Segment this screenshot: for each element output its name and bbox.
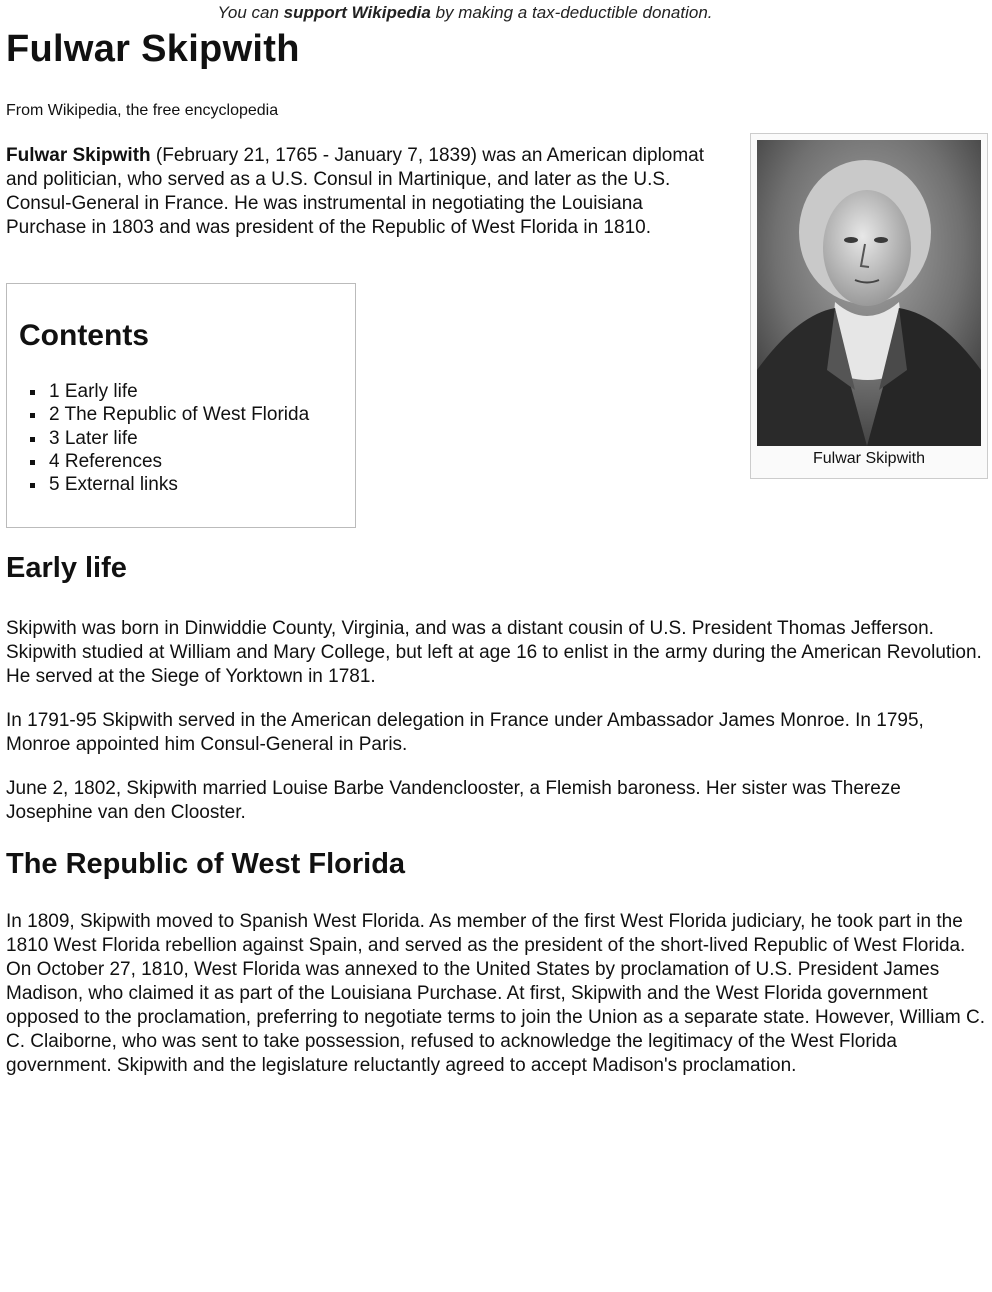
heading-early-life: Early life xyxy=(6,552,127,584)
toc-title: Contents xyxy=(19,319,149,352)
portrait-drawing xyxy=(757,140,981,446)
infobox xyxy=(750,133,988,479)
infobox-caption: Fulwar Skipwith xyxy=(812,450,926,467)
portrait-image[interactable] xyxy=(757,140,981,446)
early-life-paragraph-2: In 1791-95 Skipwith served in the American delegation in France under Ambassador James Monroe. In 1795, Monroe appointed him Consul-General in Paris. xyxy=(6,710,924,755)
page-title: Fulwar Skipwith xyxy=(6,28,300,70)
toc-list xyxy=(47,380,309,496)
intro-paragraph xyxy=(6,144,726,240)
toc-item-early-life[interactable]: ▪ 1 Early life xyxy=(47,380,309,403)
table-of-contents xyxy=(6,283,356,528)
early-life-paragraph-1: Skipwith was born in Dinwiddie County, Virginia, and was a distant cousin of U.S. President Thomas Jefferson. Skipwith studied at William and Mary College, but left at age 16 to enlist in the army during the American Revolution. He served at the Siege of Yorktown in 1781. xyxy=(6,618,982,687)
west-florida-paragraph-1: In 1809, Skipwith moved to Spanish West Florida. As member of the first West Florida judiciary, he took part in the 1810 West Florida rebellion against Spain, and served as the president of the short-lived Republic of West Florida. On October 27, 1810, West Florida was annexed to the United States by proclamation of U.S. President James Madison, who claimed it as part of the Louisiana Purchase. At first, Skipwith and the West Florida government opposed to the proclamation, preferring to negotiate terms to join the Union as a separate state. However, William C. C. Claiborne, who was sent to take possession, refused to acknowledge the legitimacy of the West Florida government. Skipwith and the legislature reluctantly agreed to accept Madison's proclamation. xyxy=(6,911,986,1076)
banner-support-link[interactable]: support Wikipedia xyxy=(283,3,431,22)
intro-subject: Fulwar Skipwith xyxy=(6,145,151,166)
intro-text: (February 21, 1765 - January 7, 1839) was an American diplomat and politician, who served as a U.S. Consul in Martinique, and later as the U.S. Consul-General in France. He was instrumental in negotiating the Louisiana Purchase in 1803 and was president of the Republic of West Florida in 1810. xyxy=(6,145,705,238)
site-tagline: From Wikipedia, the free encyclopedia xyxy=(6,102,279,119)
early-life-paragraph-3: June 2, 1802, Skipwith married Louise Barbe Vandenclooster, a Flemish baroness. Her sister was Thereze Josephine van den Clooster. xyxy=(6,778,901,823)
toc-item-references[interactable]: ▪ 4 References xyxy=(47,450,309,473)
banner-suffix: by making a tax-deductible donation. xyxy=(430,3,713,22)
toc-item-external-links[interactable]: ▪ 5 External links xyxy=(47,473,309,496)
toc-item-later-life[interactable]: ▪ 3 Later life xyxy=(47,427,309,450)
donation-banner xyxy=(0,3,930,23)
toc-item-west-florida[interactable]: ▪ 2 The Republic of West Florida xyxy=(47,403,309,426)
banner-prefix: You can xyxy=(217,3,284,22)
heading-west-florida: The Republic of West Florida xyxy=(6,848,406,880)
